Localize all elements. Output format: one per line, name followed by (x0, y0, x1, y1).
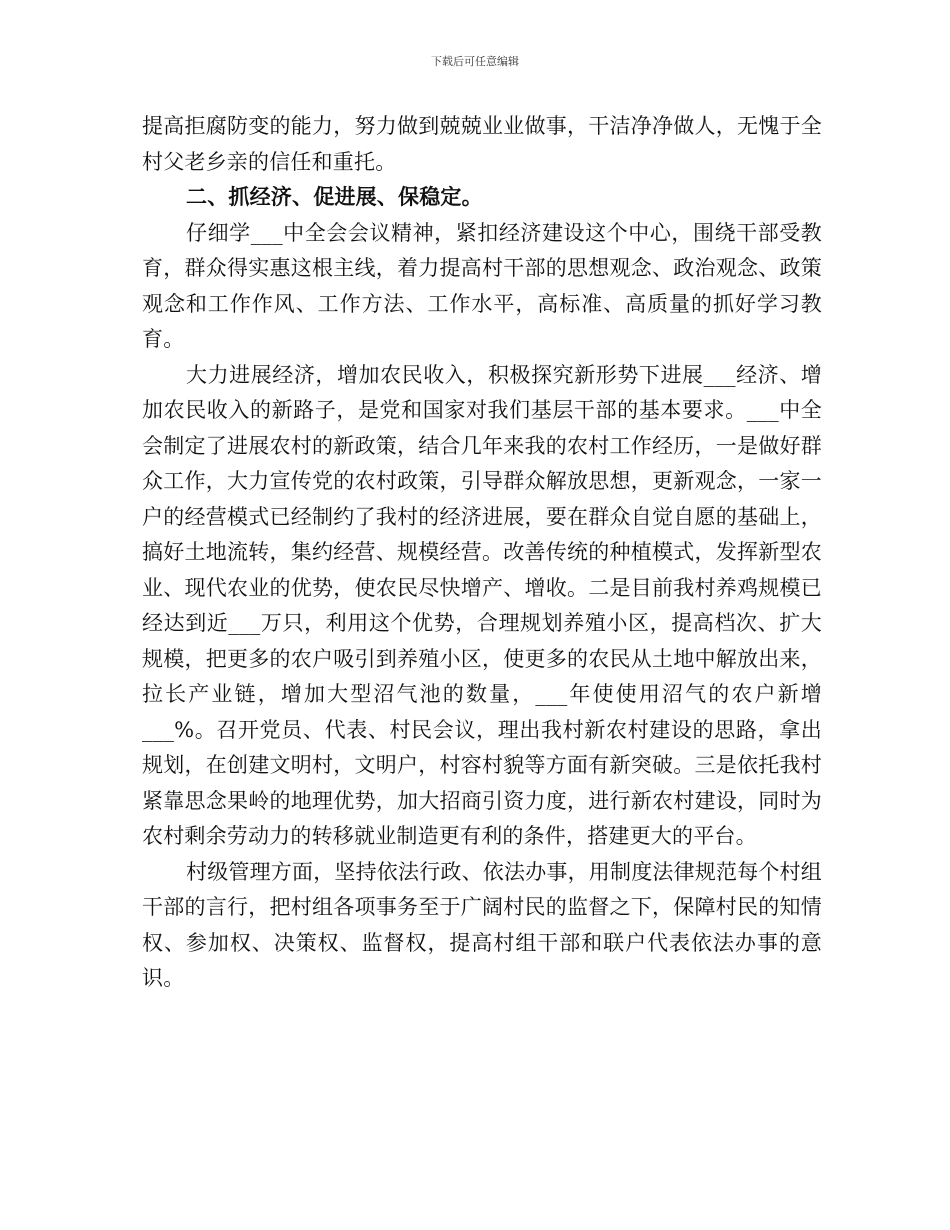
document-body (142, 109, 822, 997)
paragraph-2: 仔细学___中全会会议精神，紧扣经济建设这个中心，围绕干部受教育，群众得实惠这根主线，着力提高村干部的思想观念、政治观念、政策观念和工作作风、工作方法、工作水平，高标准、高质量的抓好学习教育。 (142, 220, 822, 351)
paragraph-1: 提高拒腐防变的能力，努力做到兢兢业业做事，干洁净净做人，无愧于全村父老乡亲的信任和重托。 (142, 114, 822, 174)
paragraph-4: 村级管理方面，坚持依法行政、依法办事，用制度法律规范每个村组干部的言行，把村组各项事务至于广阔村民的监督之下，保障村民的知情权、参加权、决策权、监督权，提高村组干部和联户代表依法办事的意识。 (142, 859, 822, 990)
page-header-note: 下载后可任意编辑 (431, 55, 519, 68)
section-heading: 二、抓经济、促进展、保稳定。 (186, 185, 483, 209)
paragraph-3: 大力进展经济，增加农民收入，积极探究新形势下进展___经济、增加农民收入的新路子，是党和国家对我们基层干部的基本要求。___中全会制定了进展农村的新政策，结合几年来我的农村工作经历，一是做好群众工作，大力宣传党的农村政策，引导群众解放思想，更新观念，一家一户的经营模式已经制约了我村的经济进展，要在群众自觉自愿的基础上，搞好土地流转，集约经营、规模经营。改善传统的种植模式，发挥新型农业、现代农业的优势，使农民尽快增产、增收。二是目前我村养鸡规模已经达到近___万只，利用这个优势，合理规划养殖小区，提高档次、扩大规模，把更多的农户吸引到养殖小区，使更多的农民从土地中解放出来，拉长产业链，增加大型沼气池的数量，___年使使用沼气的农户新增___%。召开党员、代表、村民会议，理出我村新农村建设的思路，拿出规划，在创建文明村，文明户，村容村貌等方面有新突破。三是依托我村紧靠思念果岭的地理优势，加大招商引资力度，进行新农村建设，同时为农村剩余劳动力的转移就业制造更有利的条件，搭建更大的平台。 (142, 362, 822, 848)
